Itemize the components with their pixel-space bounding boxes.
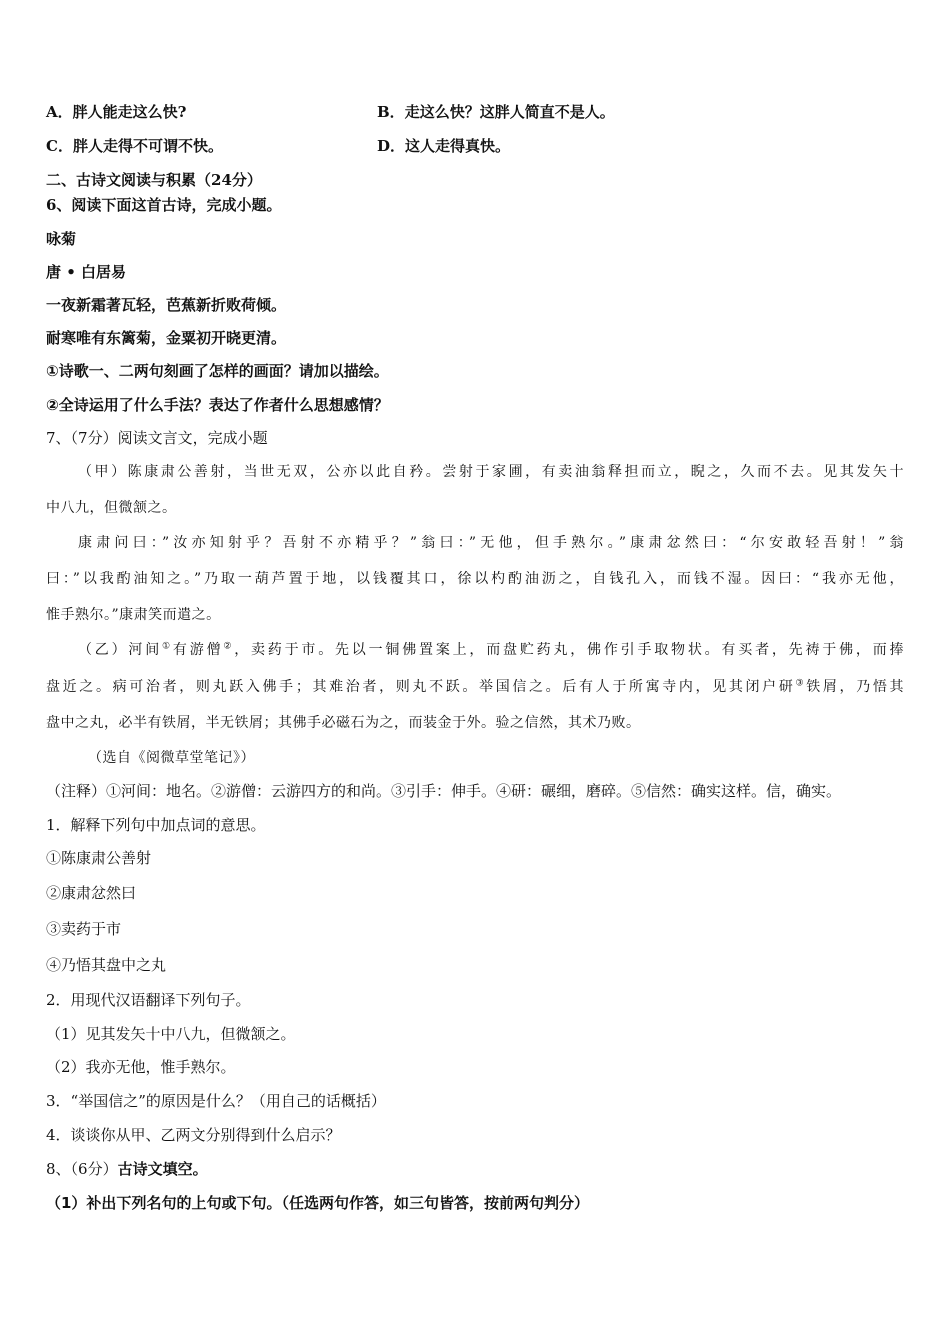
option-c: C．胖人走得不可谓不快。 (46, 137, 223, 155)
passage-source: （选自《阅微草堂笔记》） (88, 750, 255, 766)
passage-jia-line: 惟手熟尔。”康肃笑而遣之。 (46, 607, 221, 623)
option-d: D．这人走得真快。 (377, 137, 511, 155)
passage-yi-line: （乙）河间①有游僧②，卖药于市。先以一铜佛置案上，而盘贮药丸，佛作引手取物状。有买者，先祷于佛，而捧 (78, 641, 904, 658)
passage-notes: （注释）①河间：地名。②游僧：云游四方的和尚。③引手：伸手。④研：碾细，磨碎。⑤信然：确实这样。信，确实。 (46, 782, 842, 800)
q7-sub1: 1．解释下列句中加点词的意思。 (46, 816, 266, 834)
q8-sub1: （1）补出下列名句的上句或下句。（任选两句作答，如三句皆答，按前两句判分） (46, 1194, 589, 1212)
poem-author: 唐 • 白居易 (46, 263, 127, 281)
section-title: 二、古诗文阅读与积累（24分） (46, 171, 262, 189)
q6-prompt: 6、阅读下面这首古诗，完成小题。 (46, 196, 282, 214)
q7-sub2-item: （2）我亦无他，惟手熟尔。 (46, 1058, 236, 1076)
q7-sub4: 4．谈谈你从甲、乙两文分别得到什么启示？ (46, 1126, 341, 1144)
footnote-marker: ① (162, 641, 173, 652)
q6-question-2: ②全诗运用了什么手法？表达了作者什么思想感情？ (46, 396, 389, 414)
passage-jia-line: （甲）陈康肃公善射，当世无双，公亦以此自矜。尝射于家圃，有卖油翁释担而立，睨之，久而不去。见其发矢十 (78, 464, 904, 480)
passage-jia-line: 曰：”以我酌油知之。”乃取一葫芦置于地，以钱覆其口，徐以杓酌油沥之，自钱孔入，而钱不湿。因曰：“我亦无他， (46, 571, 904, 587)
option-a: A．胖人能走这么快? (46, 103, 187, 121)
q8-heading: 8、（6分）古诗文填空。 (46, 1160, 208, 1178)
q7-sub3: 3．“举国信之”的原因是什么？（用自己的话概括） (46, 1092, 386, 1110)
q7-sub2-item: （1）见其发矢十中八九，但微颔之。 (46, 1025, 296, 1043)
passage-yi-line: 盘近之。病可治者，则丸跃入佛手；其难治者，则丸不跃。举国信之。后有人于所寓寺内，见其闭户研③铁屑，乃悟其 (46, 678, 905, 695)
poem-title: 咏菊 (46, 230, 77, 248)
q7-sub1-item: ③卖药于市 (46, 920, 122, 938)
option-b: B．走这么快？这胖人简直不是人。 (377, 103, 615, 121)
q7-sub2: 2．用现代汉语翻译下列句子。 (46, 991, 251, 1009)
footnote-marker: ③ (795, 678, 807, 689)
q7-sub1-item: ①陈康肃公善射 (46, 849, 152, 867)
q7-sub1-item: ②康肃忿然曰 (46, 884, 137, 902)
poem-line: 一夜新霜著瓦轻，芭蕉新折败荷倾。 (46, 296, 287, 314)
q7-prompt: 7、（7分）阅读文言文，完成小题 (46, 429, 268, 447)
footnote-marker: ② (223, 641, 235, 652)
q6-question-1: ①诗歌一、二两句刻画了怎样的画面？请加以描绘。 (46, 362, 389, 380)
passage-jia-line: 康肃问曰：”汝亦知射乎？吾射不亦精乎？”翁曰：”无他，但手熟尔。”康肃忿然曰：“尔安敢轻吾射！”翁 (78, 535, 904, 551)
poem-line: 耐寒唯有东篱菊，金粟初开晓更清。 (46, 329, 287, 347)
passage-yi-line: 盘中之丸，必半有铁屑，半无铁屑；其佛手必磁石为之，而装金于外。验之信然，其术乃败。 (46, 715, 641, 731)
q7-sub1-item: ④乃悟其盘中之丸 (46, 956, 167, 974)
passage-jia-line: 中八九，但微颔之。 (46, 500, 177, 516)
